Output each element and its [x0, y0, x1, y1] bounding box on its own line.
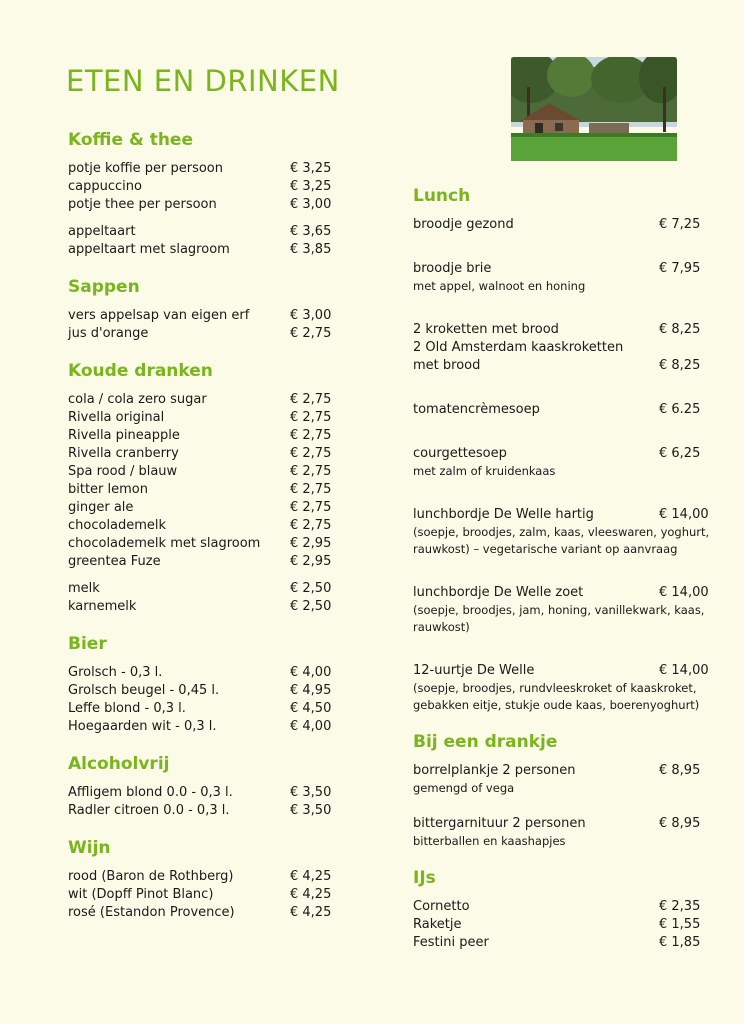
- item-name: Spa rood / blauw: [68, 464, 178, 479]
- item-price: € 14,00: [659, 585, 709, 600]
- item-name: Grolsch - 0,3 l.: [68, 665, 163, 680]
- item-name: broodje gezond: [413, 217, 514, 232]
- menu-item: [68, 868, 338, 886]
- item-price: € 7,25: [659, 217, 701, 232]
- item-name: chocolademelk met slagroom: [68, 536, 261, 551]
- item-description: bitterballen en kaashapjes: [413, 834, 566, 848]
- menu-item: [68, 445, 338, 463]
- item-price: € 2,75: [290, 446, 332, 461]
- section-heading: Bij een drankje: [413, 732, 558, 752]
- menu-item: [68, 223, 338, 241]
- section-heading: Sappen: [68, 277, 140, 297]
- item-price: € 3,25: [290, 161, 332, 176]
- section-heading: Alcoholvrij: [68, 754, 170, 774]
- item-description: (soepje, broodjes, zalm, kaas, vleeswaren, yoghurt, rauwkost) – vegetarische variant op aanvraag: [413, 525, 710, 556]
- section-ijs: [413, 868, 713, 952]
- menu-item: [413, 934, 713, 952]
- item-price: € 4,25: [290, 887, 332, 902]
- menu-item: [68, 904, 338, 922]
- item-price: € 2,95: [290, 554, 332, 569]
- menu-item: [68, 463, 338, 481]
- item-price: € 14,00: [659, 507, 709, 522]
- item-description: (soepje, broodjes, rundvleeskroket of kaaskroket, gebakken eitje, stukje oude kaas, boerenyoghurt): [413, 681, 700, 712]
- item-name: greentea Fuze: [68, 554, 161, 569]
- item-price: € 4,25: [290, 905, 332, 920]
- item-price: € 3,65: [290, 224, 332, 239]
- menu-item: [68, 802, 338, 820]
- menu-item: [413, 357, 713, 375]
- item-price: € 2,75: [290, 428, 332, 443]
- section-sappen: [68, 277, 338, 343]
- item-name: chocolademelk: [68, 518, 167, 533]
- section-heading: Koffie & thee: [68, 130, 193, 150]
- menu-item: [68, 517, 338, 535]
- item-price: € 4,00: [290, 665, 332, 680]
- item-name: appeltaart met slagroom: [68, 242, 230, 257]
- item-name: cappuccino: [68, 179, 142, 194]
- menu-item: [68, 481, 338, 499]
- item-name: tomatencrèmesoep: [413, 402, 540, 417]
- item-name: Leffe blond - 0,3 l.: [68, 701, 186, 716]
- menu-item: [413, 916, 713, 934]
- item-price: € 2,75: [290, 410, 332, 425]
- item-price: € 3,00: [290, 308, 332, 323]
- item-description: met zalm of kruidenkaas: [413, 464, 556, 478]
- menu-item: [68, 427, 338, 445]
- item-name: cola / cola zero sugar: [68, 392, 207, 407]
- menu-item: [413, 321, 713, 339]
- item-description: gemengd of vega: [413, 781, 515, 795]
- menu-item: [68, 535, 338, 553]
- right-column: [413, 186, 713, 970]
- menu-item: [68, 700, 338, 718]
- item-name: rood (Baron de Rothberg): [68, 869, 234, 884]
- item-price: € 4,25: [290, 869, 332, 884]
- menu-item: [68, 499, 338, 517]
- item-price: € 3,00: [290, 197, 332, 212]
- menu-item: [68, 196, 338, 214]
- item-price: € 4,50: [290, 701, 332, 716]
- item-name: jus d'orange: [68, 326, 149, 341]
- item-price: € 3,25: [290, 179, 332, 194]
- section-heading: IJs: [413, 868, 436, 888]
- menu-item: [68, 325, 338, 343]
- item-price: € 2,75: [290, 518, 332, 533]
- section-lunch: [413, 186, 713, 714]
- item-name: bittergarnituur 2 personen: [413, 816, 586, 831]
- item-price: € 8,95: [659, 816, 701, 831]
- menu-item: [413, 898, 713, 916]
- menu-item: [68, 160, 338, 178]
- item-name: borrelplankje 2 personen: [413, 763, 576, 778]
- item-price: € 2,75: [290, 464, 332, 479]
- item-name: Raketje: [413, 917, 462, 932]
- item-price: € 3,50: [290, 785, 332, 800]
- menu-item: [413, 401, 713, 419]
- item-price: [659, 339, 713, 357]
- item-name: lunchbordje De Welle hartig: [413, 507, 594, 522]
- menu-item: [413, 260, 713, 278]
- item-name: rosé (Estandon Provence): [68, 905, 235, 920]
- menu-item: [68, 391, 338, 409]
- item-price: € 3,50: [290, 803, 332, 818]
- menu-item: [68, 664, 338, 682]
- menu-item: [68, 886, 338, 904]
- item-name: bitter lemon: [68, 482, 148, 497]
- item-price: € 7,95: [659, 261, 701, 276]
- item-price: € 6,25: [659, 446, 701, 461]
- menu-item: [413, 445, 713, 463]
- menu-item: [68, 553, 338, 571]
- menu-item: [68, 241, 338, 259]
- item-name: Rivella pineapple: [68, 428, 180, 443]
- menu-item: [413, 815, 713, 833]
- item-name: Cornetto: [413, 899, 470, 914]
- menu-item: [413, 216, 713, 234]
- section-bier: [68, 634, 338, 736]
- menu-item: [413, 662, 713, 680]
- section-wijn: [68, 838, 338, 922]
- item-price: € 1,85: [659, 935, 701, 950]
- farmhouse-photo: [511, 57, 677, 161]
- item-price: € 2,95: [290, 536, 332, 551]
- item-price: € 2,35: [659, 899, 701, 914]
- section-koude-dranken: [68, 361, 338, 616]
- section-alcoholvrij: [68, 754, 338, 820]
- item-name: Radler citroen 0.0 - 0,3 l.: [68, 803, 230, 818]
- menu-item: [68, 718, 338, 736]
- item-price: € 8,95: [659, 763, 701, 778]
- item-price: € 6.25: [659, 402, 701, 417]
- menu-item: [413, 506, 713, 524]
- item-price: € 4,00: [290, 719, 332, 734]
- item-price: € 14,00: [659, 663, 709, 678]
- item-price: € 3,85: [290, 242, 332, 257]
- menu-item: [68, 409, 338, 427]
- item-price: € 2,75: [290, 482, 332, 497]
- item-price: € 2,75: [290, 326, 332, 341]
- menu-item: [68, 682, 338, 700]
- item-price: € 2,50: [290, 581, 332, 596]
- item-name: potje koffie per persoon: [68, 161, 224, 176]
- item-name: appeltaart: [68, 224, 136, 239]
- item-name: 2 kroketten met brood: [413, 322, 559, 337]
- menu-item: [68, 598, 338, 616]
- item-name: karnemelk: [68, 599, 137, 614]
- item-name: Hoegaarden wit - 0,3 l.: [68, 719, 217, 734]
- item-price: € 8,25: [659, 358, 701, 373]
- menu-item: [68, 307, 338, 325]
- section-heading: Lunch: [413, 186, 471, 206]
- section-heading: Koude dranken: [68, 361, 213, 381]
- menu-item: [413, 584, 713, 602]
- item-name: vers appelsap van eigen erf: [68, 308, 250, 323]
- item-price: € 1,55: [659, 917, 701, 932]
- section-koffie-thee: [68, 130, 338, 259]
- item-name: broodje brie: [413, 261, 492, 276]
- item-name: Affligem blond 0.0 - 0,3 l.: [68, 785, 233, 800]
- menu-item: [413, 762, 713, 780]
- menu-item: [413, 339, 713, 357]
- item-price: € 8,25: [659, 322, 701, 337]
- item-name: potje thee per persoon: [68, 197, 217, 212]
- section-heading: Bier: [68, 634, 107, 654]
- item-name: ginger ale: [68, 500, 134, 515]
- item-name: met brood: [413, 358, 481, 373]
- item-price: € 2,75: [290, 392, 332, 407]
- item-name: Rivella cranberry: [68, 446, 179, 461]
- item-name: Festini peer: [413, 935, 489, 950]
- item-name: Rivella original: [68, 410, 165, 425]
- item-price: € 2,50: [290, 599, 332, 614]
- menu-item: [68, 784, 338, 802]
- item-description: (soepje, broodjes, jam, honing, vanillekwark, kaas, rauwkost): [413, 603, 705, 634]
- item-price: € 4,95: [290, 683, 332, 698]
- item-description: met appel, walnoot en honing: [413, 279, 586, 293]
- section-heading: Wijn: [68, 838, 111, 858]
- section-bij-een-drankje: [413, 732, 713, 850]
- item-name: melk: [68, 581, 100, 596]
- menu-item: [68, 178, 338, 196]
- item-name: courgettesoep: [413, 446, 507, 461]
- menu-title: ETEN EN DRINKEN: [66, 64, 340, 98]
- item-name: 2 Old Amsterdam kaaskroketten: [413, 340, 624, 355]
- menu-item: [68, 580, 338, 598]
- item-name: lunchbordje De Welle zoet: [413, 585, 584, 600]
- item-price: € 2,75: [290, 500, 332, 515]
- item-name: 12-uurtje De Welle: [413, 663, 535, 678]
- item-name: wit (Dopff Pinot Blanc): [68, 887, 214, 902]
- item-name: Grolsch beugel - 0,45 l.: [68, 683, 220, 698]
- left-column: [68, 130, 338, 940]
